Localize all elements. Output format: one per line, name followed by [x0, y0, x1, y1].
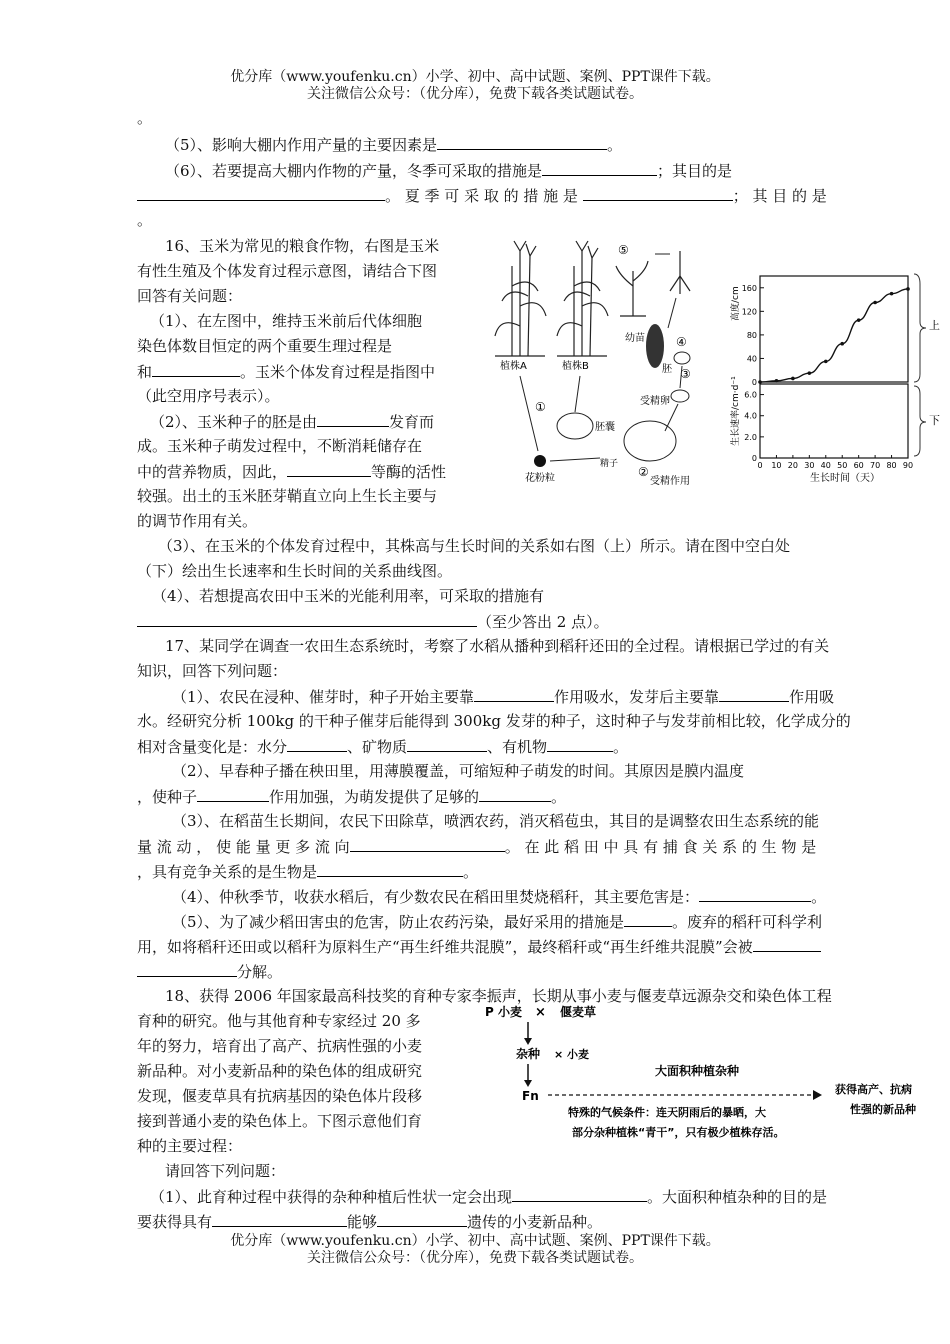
answer-blank[interactable]	[137, 611, 477, 627]
q17-part5-a-text: （5）、为了减少稻田害虫的危害，防止农药污染，最好采用的措施是	[172, 913, 625, 931]
q17-part4-text: （4）、仲秋季节，收获水稻后，有少数农民在稻田里焚烧稻秆，其主要危害是：	[172, 888, 700, 906]
xtick-label: 0	[757, 461, 763, 470]
q15-part6-line2	[137, 185, 827, 206]
q17-part3-b-end: 。 在 此 稻 田 中 具 有 捕 食 关 系 的 生 物 是	[504, 838, 817, 856]
answer-blank[interactable]	[699, 886, 811, 902]
q16-part3-b: （下）绘出生长速率和生长时间的关系曲线图。	[137, 562, 453, 580]
q16-part2-c-text: 中的营养物质，因此，	[137, 463, 288, 481]
top-ytick-label: 40	[746, 354, 757, 364]
q16-part1-c	[137, 361, 435, 382]
q18-intro-2: 育种的研究。他与其他育种专家经过 20 多	[137, 1012, 421, 1030]
height-data-point	[758, 380, 762, 384]
q17-part5-a-end: 。废弃的稻秆可科学利	[672, 913, 823, 931]
q17-intro-2: 知识，回答下列问题：	[137, 662, 288, 680]
breed-condition-1: 特殊的气候条件：连天阴雨后的暴晒，大	[568, 1106, 766, 1119]
corn-lifecycle-svg	[490, 236, 730, 486]
corn-ear	[646, 324, 664, 368]
breed-partner: 偃麦草	[560, 1005, 597, 1019]
q17-part2-a: （2）、早春种子播在秧田里，用薄膜覆盖，可缩短种子萌发的时间。其原因是膜内温度	[172, 762, 745, 780]
answer-blank[interactable]	[377, 1211, 467, 1227]
q18-intro-1: 18、获得 2006 年国家最高科技奖的育种专家李振声，长期从事小麦与偃麦草远源杂交和染色体工程	[165, 987, 832, 1005]
q16-part2-e: 的调节作用有关。	[137, 512, 258, 530]
q15-part5	[165, 134, 622, 155]
height-data-point	[824, 360, 828, 364]
answer-blank[interactable]	[474, 686, 554, 702]
answer-blank[interactable]	[547, 736, 613, 752]
q16-and: 和	[137, 363, 153, 381]
embryo-seed	[674, 352, 690, 364]
xtick-label: 60	[853, 461, 864, 470]
label-sperm: 精子	[600, 459, 619, 469]
top-ytick-label: 80	[746, 330, 757, 340]
q18-part1-a-end: 。大面积种植杂种的目的是	[647, 1188, 828, 1206]
corn-lifecycle-diagram	[490, 236, 730, 486]
answer-blank[interactable]	[350, 836, 505, 852]
q16-part1-a: （1）、在左图中，维持玉米前后代体细胞	[150, 312, 423, 330]
xtick-label: 70	[870, 461, 881, 470]
q17-part2-b	[137, 786, 566, 807]
label-embryo-sac: 胚囊	[595, 422, 615, 433]
page-footer-line1: 优分库（www.youfenku.cn）小学、初中、高中试题、案例、PPT课件下载。	[230, 1233, 720, 1249]
arrowhead-2	[524, 1080, 532, 1087]
q16-part2-a	[150, 411, 434, 432]
xtick-label: 50	[837, 461, 848, 470]
num-1: ①	[535, 400, 546, 414]
height-data-point	[857, 318, 861, 322]
answer-blank[interactable]	[479, 786, 551, 802]
q17-intro-1: 17、某同学在调查一农田生态系统时，考察了水稻从播种到稻秆还田的全过程。请根据已学过的有关	[165, 637, 830, 655]
breed-backcross: × 小麦	[554, 1048, 590, 1061]
breed-condition-2: 部分杂种植株“青干”，只有极少植株存活。	[572, 1126, 785, 1139]
q18-part1-b-mid: 能够	[347, 1213, 378, 1231]
breed-fn: Fn	[522, 1089, 539, 1103]
q17-part5-b-text: 用，如将稻秆还田或以稻秆为原料生产“再生纤维共混膜”，最终稻秆或“再生纤维共混膜”会被	[137, 938, 753, 956]
q16-intro-1: 16、玉米为常见的粮食作物，右图是玉米	[165, 237, 440, 255]
q18-intro-3: 年的努力，培育出了高产、抗病性强的小麦	[137, 1037, 423, 1055]
answer-blank[interactable]	[583, 185, 733, 201]
answer-blank[interactable]	[437, 134, 607, 150]
q18-intro-4: 新品种。对小麦新品种的染色体的组成研究	[137, 1062, 423, 1080]
q17-part4-end: 。	[811, 888, 827, 906]
ovule	[624, 421, 676, 461]
arrowhead-1	[524, 1038, 532, 1045]
q16-part4-b	[137, 611, 609, 632]
q16-part1-b: 染色体数目恒定的两个重要生理过程是	[137, 337, 393, 355]
num-4: ④	[676, 335, 687, 349]
q16-part2-c-end: 等酶的活性	[371, 463, 447, 481]
q17-part3-b-text: 量 流 动 ， 使 能 量 更 多 流 向	[137, 838, 350, 856]
q17-part5-a	[172, 911, 822, 932]
q16-part1-d: （此空用序号表示）。	[137, 387, 280, 405]
q17-part3-c-end: 。	[463, 863, 479, 881]
pollen-grain	[534, 455, 546, 467]
q15-part6-purpose: ；其目的是	[657, 162, 733, 180]
q18-part1-b	[137, 1211, 602, 1232]
q16-part2-d: 较强。出土的玉米胚芽鞘直立向上生长主要与	[137, 487, 438, 505]
height-data-point	[791, 377, 795, 381]
q16-intro-2: 有性生殖及个体发育过程示意图，请结合下图	[137, 262, 438, 280]
label-plant-a: 植株A	[500, 361, 527, 372]
answer-blank[interactable]	[152, 361, 240, 377]
q17-part1-a-text: （1）、农民在浸种、催芽时，种子开始主要靠	[172, 688, 475, 706]
q17-part3-c	[137, 861, 478, 882]
arrowhead-3	[813, 1090, 822, 1100]
q17-part1-c-end: 。	[613, 738, 629, 756]
q16-part2-c	[137, 461, 446, 482]
q17-part1-a-end: 作用吸	[789, 688, 835, 706]
q16-part2-a-text: （2）、玉米种子的胚是由	[150, 413, 318, 431]
bottom-plot-frame	[760, 384, 908, 458]
xtick-label: 40	[820, 461, 831, 470]
num-3: ③	[680, 367, 691, 381]
q15-part6	[165, 160, 732, 181]
height-curve	[760, 289, 908, 382]
brace-bottom	[914, 386, 926, 456]
top-ytick-label: 120	[741, 307, 757, 317]
answer-blank[interactable]	[317, 411, 389, 427]
top-ytick-label: 160	[741, 283, 757, 293]
q17-part5-c	[137, 961, 282, 982]
breeding-process-svg	[480, 1000, 945, 1150]
height-data-point	[808, 371, 812, 375]
q16-intro-3: 回答有关问题：	[137, 287, 243, 305]
xtick-label: 10	[771, 461, 782, 470]
label-plant-b: 植株B	[562, 361, 589, 372]
q16-part4-b-text: （至少答出 2 点）。	[477, 613, 609, 631]
q17-part1-a-mid: 作用吸水，发芽后主要靠	[554, 688, 720, 706]
answer-blank[interactable]	[137, 961, 237, 977]
breed-cross: ×	[535, 1005, 546, 1020]
answer-blank[interactable]	[753, 936, 821, 952]
q17-water: 相对含量变化是：水分	[137, 738, 288, 756]
answer-blank[interactable]	[407, 736, 487, 752]
height-data-point	[906, 287, 910, 291]
height-data-point	[873, 301, 877, 305]
bottom-ytick-label: 6.0	[744, 390, 757, 400]
q17-part1-c	[137, 736, 628, 757]
q17-part2-b-text: ，使种子	[137, 788, 198, 806]
q15-part6-summer: 。 夏 季 可 采 取 的 措 施 是	[385, 187, 578, 205]
breeding-process-diagram	[480, 1000, 945, 1150]
growth-chart-svg	[730, 236, 945, 486]
q18-part1-a-text: （1）、此育种过程中获得的杂种种植后性状一定会出现	[150, 1188, 513, 1206]
q16-part4-a: （4）、若想提高农田中玉米的光能利用率，可采取的措施有	[152, 587, 545, 605]
q15-part6-text: （6）、若要提高大棚内作物的产量，冬季可采取的措施是	[165, 162, 543, 180]
plant-b-drawing	[557, 241, 608, 356]
q16-part2-b: 成。玉米种子萌发过程中，不断消耗储存在	[137, 437, 423, 455]
q15-end-mark: 。	[137, 109, 153, 127]
q18-ask: 请回答下列问题：	[165, 1162, 286, 1180]
answer-blank[interactable]	[212, 1211, 347, 1227]
breed-hybrid: 杂种	[516, 1047, 541, 1061]
answer-blank[interactable]	[287, 736, 347, 752]
answer-blank[interactable]	[317, 861, 463, 877]
seedling-drawing	[616, 251, 690, 316]
q15-part5-text: （5）、影响大棚内作用产量的主要因素是	[165, 136, 438, 154]
breed-mass-planting: 大面积种植杂种	[655, 1064, 740, 1078]
q18-intro-5: 发现，偃麦草具有抗病基因的染色体片段移	[137, 1087, 423, 1105]
zygote	[671, 390, 689, 402]
page-header-line2: 关注微信公众号：（优分库），免费下载各类试题试卷。	[307, 86, 643, 102]
page-footer-line2: 关注微信公众号：（优分库），免费下载各类试题试卷。	[307, 1250, 643, 1266]
xtick-label: 80	[886, 461, 897, 470]
xtick-label: 20	[787, 461, 798, 470]
embryo-sac	[557, 413, 593, 439]
height-data-point	[840, 342, 844, 346]
q18-intro-7: 种的主要过程：	[137, 1137, 243, 1155]
q18-intro-6: 接到普通小麦的染色体上。下图示意他们育	[137, 1112, 423, 1130]
chart-ylabel-top: 高度/cm	[731, 286, 741, 321]
breed-result-1: 获得高产、抗病	[835, 1083, 912, 1096]
q15-part6-end: 。	[137, 211, 153, 229]
q16-part3-a: （3）、在玉米的个体发育过程中，其株高与生长时间的关系如右图（上）所示。请在图中空白处	[158, 537, 791, 555]
growth-chart	[730, 236, 945, 486]
answer-blank[interactable]	[287, 461, 371, 477]
num-5: ⑤	[618, 243, 629, 257]
plant-a-drawing	[495, 241, 546, 356]
height-data-point	[775, 379, 779, 383]
label-seedling: 幼苗	[625, 333, 645, 344]
answer-blank[interactable]	[624, 911, 672, 927]
bottom-ytick-label: 4.0	[744, 411, 757, 421]
breed-result-2: 性强的新品种	[850, 1103, 916, 1116]
q17-part1-a	[172, 686, 834, 707]
answer-blank[interactable]	[137, 185, 385, 201]
q17-part3-c-text: ，具有竞争关系的是生物是	[137, 863, 318, 881]
q18-part1-a	[150, 1186, 827, 1207]
xtick-label: 30	[804, 461, 815, 470]
q15-part6-purpose2: ； 其 目 的 是	[732, 187, 827, 205]
chart-xlabel: 生长时间（天）	[810, 473, 880, 484]
top-ytick-label: 0	[751, 378, 757, 387]
label-fertilization: 受精作用	[650, 476, 690, 486]
q17-minerals: 、矿物质	[347, 738, 408, 756]
q17-part5-c-text: 分解。	[237, 963, 283, 981]
q18-part1-b-text: 要获得具有	[137, 1213, 213, 1231]
q17-part3-a: （3）、在稻苗生长期间，农民下田除草，喷洒农药，消灭稻苞虫，其目的是调整农田生态系统的能	[172, 812, 820, 830]
answer-blank[interactable]	[542, 160, 657, 176]
q17-part1-b: 水。经研究分析 100kg 的干种子催芽后能得到 300kg 发芽的种子，这时种子与发芽前相比较，化学成分的	[137, 712, 851, 730]
q17-part3-b	[137, 836, 816, 857]
q18-part1-b-end: 遗传的小麦新品种。	[467, 1213, 603, 1231]
answer-blank[interactable]	[512, 1186, 647, 1202]
num-2: ②	[638, 465, 649, 479]
chart-ylabel-bottom: 生长速率/cm·d⁻¹	[731, 376, 741, 446]
top-plot-frame	[760, 276, 908, 382]
q15-part5-end: 。	[607, 136, 623, 154]
height-data-point	[890, 292, 894, 296]
label-zygote: 受精卵	[640, 396, 670, 407]
bottom-ytick-label: 0	[751, 454, 757, 463]
bottom-ytick-label: 2.0	[744, 432, 757, 442]
q16-part2-a-end: 发育而	[389, 413, 435, 431]
xtick-label: 90	[902, 461, 914, 470]
chart-side-label-top: 上	[929, 319, 940, 332]
page-header-line1: 优分库（www.youfenku.cn）小学、初中、高中试题、案例、PPT课件下载。	[230, 69, 720, 85]
chart-side-label-bottom: 下	[929, 414, 940, 427]
q17-part4	[172, 886, 826, 907]
brace-top	[914, 274, 926, 382]
answer-blank[interactable]	[719, 686, 789, 702]
breed-p-wheat: P 小麦	[485, 1005, 522, 1019]
answer-blank[interactable]	[197, 786, 269, 802]
q17-organics: 、有机物	[487, 738, 548, 756]
label-pollen: 花粉粒	[525, 473, 555, 484]
q17-part5-b	[137, 936, 821, 957]
q17-part2-b-mid: 作用加强，为萌发提供了足够的	[269, 788, 480, 806]
q16-part1-c-text: 。玉米个体发育过程是指图中	[240, 363, 436, 381]
q17-part2-b-end: 。	[551, 788, 567, 806]
label-embryo: 胚	[662, 364, 672, 375]
